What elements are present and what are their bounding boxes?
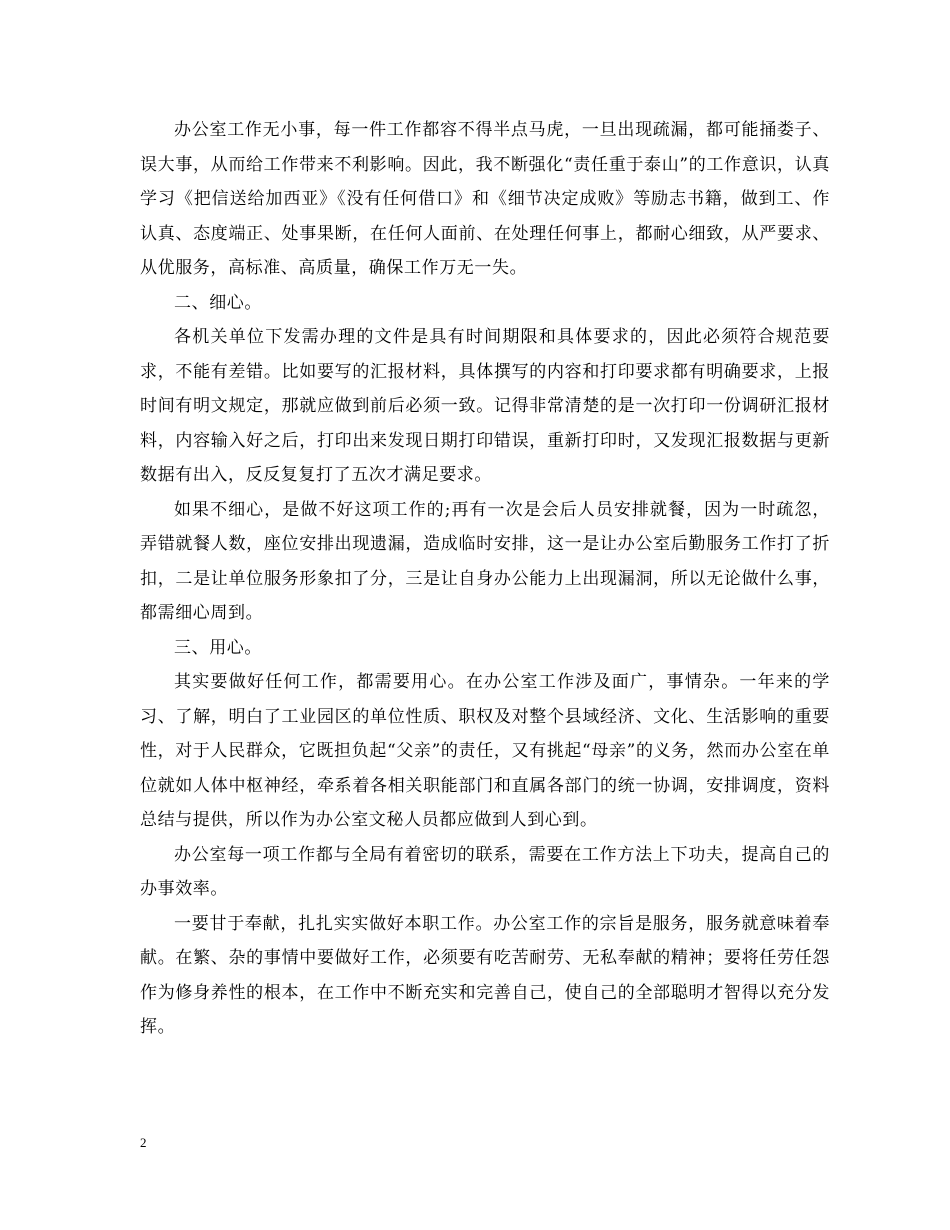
paragraph: 一要甘于奉献，扎扎实实做好本职工作。办公室工作的宗旨是服务，服务就意味着奉献。在繁、杂的事情中要做好工作，必须要有吃苦耐劳、无私奉献的精神；要将任劳任怨作为修身养性的根本，在工作中不断充实和完善自己，使自己的全部聪明才智得以充分发挥。: [140, 913, 830, 1037]
page-number: 2: [140, 1135, 147, 1150]
paragraph: 办公室每一项工作都与全局有着密切的联系，需要在工作方法上下功夫，提高自己的办事效率。: [140, 844, 830, 899]
section-heading: 三、用心。: [174, 637, 262, 658]
document-body: [140, 113, 830, 1045]
paragraph: 各机关单位下发需办理的文件是具有时间期限和具体要求的，因此必须符合规范要求，不能有差错。比如要写的汇报材料，具体撰写的内容和打印要求都有明确要求，上报时间有明文规定，那就应做到前后必须一致。记得非常清楚的是一次打印一份调研汇报材料，内容输入好之后，打印出来发现日期打印错误，重新打印时，又发现汇报数据与更新数据有出入，反反复复打了五次才满足要求。: [140, 327, 830, 485]
paragraph: 办公室工作无小事，每一件工作都容不得半点马虎，一旦出现疏漏，都可能捅娄子、误大事，从而给工作带来不利影响。因此，我不断强化“责任重于泰山”的工作意识，认真学习《把信送给加西亚》《没有任何借口》和《细节决定成败》等励志书籍，做到工、作认真、态度端正、处事果断，在任何人面前、在处理任何事上，都耐心细致，从严要求、从优服务，高标准、高质量，确保工作万无一失。: [140, 120, 830, 278]
section-heading: 二、细心。: [174, 292, 262, 313]
paragraph: 如果不细心，是做不好这项工作的;再有一次是会后人员安排就餐，因为一时疏忽，弄错就餐人数，座位安排出现遗漏，造成临时安排，这一是让办公室后勤服务工作打了折扣，二是让单位服务形象扣了分，三是让自身办公能力上出现漏洞，所以无论做什么事，都需细心周到。: [140, 499, 830, 623]
paragraph: 其实要做好任何工作，都需要用心。在办公室工作涉及面广，事情杂。一年来的学习、了解，明白了工业园区的单位性质、职权及对整个县域经济、文化、生活影响的重要性，对于人民群众，它既担负起“父亲”的责任，又有挑起“母亲”的义务，然而办公室在单位就如人体中枢神经，牵系着各相关职能部门和直属各部门的统一协调，安排调度，资料总结与提供，所以作为办公室文秘人员都应做到人到心到。: [140, 672, 830, 830]
